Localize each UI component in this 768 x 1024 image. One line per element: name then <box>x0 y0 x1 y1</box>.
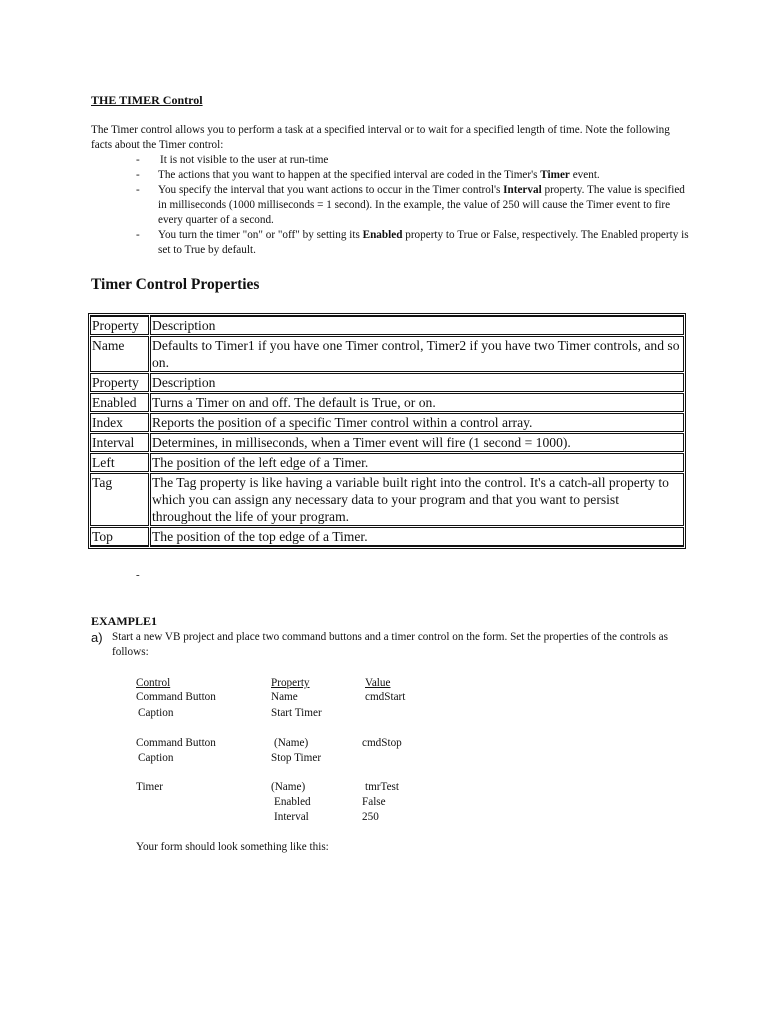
table-cell-property: Left <box>90 453 149 472</box>
settings-property: Stop Timer <box>271 752 322 764</box>
table-cell-property: Tag <box>90 473 149 526</box>
settings-value: False <box>362 796 386 808</box>
settings-control: Command Button <box>136 737 216 749</box>
table-row <box>90 413 684 432</box>
bullet-text: property. The value is specified in milliseconds (1000 milliseconds = 1 second). In the example, the value of 250 will cause the Timer event to fire every quarter of a second. <box>158 184 685 226</box>
bullet-text: You turn the timer "on" or "off" by setting its <box>158 229 363 241</box>
bullet-dash: - <box>136 184 140 196</box>
table-cell-description: The position of the left edge of a Timer. <box>150 453 684 472</box>
section-title: THE TIMER Control <box>91 93 203 107</box>
table-cell-description: Defaults to Timer1 if you have one Timer control, Timer2 if you have two Timer controls, and so on. <box>150 336 684 372</box>
settings-header-value: Value <box>365 677 391 689</box>
settings-value: 250 <box>362 811 379 823</box>
table-cell-property: Enabled <box>90 393 149 412</box>
table-cell-property: Name <box>90 336 149 372</box>
table-row <box>90 473 684 526</box>
table-cell-description: Determines, in milliseconds, when a Timer event will fire (1 second = 1000). <box>150 433 684 452</box>
bullet-text: It is not visible to the user at run-time <box>160 154 329 166</box>
settings-value: cmdStart <box>365 691 406 703</box>
table-row <box>90 527 684 547</box>
bullet-dash: - <box>136 154 140 166</box>
properties-heading: Timer Control Properties <box>91 276 260 293</box>
table-cell-description: The Tag property is like having a variable built right into the control. It's a catch-all property to which you can assign any necessary data to your program and that you want to persist throughout the life of your program. <box>150 473 684 526</box>
table-cell-property: Property <box>90 315 149 335</box>
bullet-bold-term: Interval <box>503 184 542 196</box>
table-row <box>90 373 684 392</box>
settings-control: Timer <box>136 781 163 793</box>
bullet-bold-term: Timer <box>540 169 570 181</box>
settings-value: cmdStop <box>362 737 402 749</box>
settings-property: Start Timer <box>271 707 322 719</box>
table-row <box>90 453 684 472</box>
bullet-bold-term: Enabled <box>362 229 403 241</box>
settings-header-property: Property <box>271 677 310 689</box>
table-cell-description: Turns a Timer on and off. The default is True, or on. <box>150 393 684 412</box>
step-marker: a) <box>91 630 103 645</box>
bullet-text: You specify the interval that you want actions to occur in the Timer control's <box>158 184 504 196</box>
list-item <box>91 153 691 168</box>
settings-property: (Name) <box>274 737 309 749</box>
settings-header-control: Control <box>136 677 171 689</box>
table-cell-description: The position of the top edge of a Timer. <box>150 527 684 547</box>
bullet-text: event. <box>569 169 600 181</box>
settings-control: Caption <box>138 752 174 764</box>
table-cell-property: Property <box>90 373 149 392</box>
example-step <box>91 630 691 660</box>
settings-property: Enabled <box>274 796 311 808</box>
intro-paragraph: The Timer control allows you to perform a task at a specified interval or to wait for a specified length of time. Note the following facts about the Timer control: <box>91 124 670 151</box>
properties-table <box>88 313 686 549</box>
step-text: Start a new VB project and place two command buttons and a timer control on the form. Set the properties of the controls as follows: <box>112 631 668 658</box>
list-item <box>91 168 691 183</box>
bullet-dash: - <box>136 229 140 241</box>
table-cell-description: Description <box>150 315 684 335</box>
settings-property: Name <box>271 691 298 703</box>
table-row <box>90 336 684 372</box>
settings-control: Command Button <box>136 691 216 703</box>
list-item <box>91 228 691 258</box>
facts-list <box>91 153 691 258</box>
table-row <box>90 393 684 412</box>
example-title: EXAMPLE1 <box>91 614 157 628</box>
list-item <box>91 183 691 228</box>
table-cell-description: Reports the position of a specific Timer control within a control array. <box>150 413 684 432</box>
table-row <box>90 433 684 452</box>
settings-value: tmrTest <box>365 781 400 793</box>
table-cell-property: Interval <box>90 433 149 452</box>
settings-control: Caption <box>138 707 174 719</box>
stray-dash: - <box>136 569 140 581</box>
settings-property: (Name) <box>271 781 306 793</box>
bullet-text: property to True or False, respectively. The Enabled property is set to True by default. <box>158 229 689 256</box>
closing-text: Your form should look something like this: <box>136 841 329 853</box>
table-cell-property: Index <box>90 413 149 432</box>
bullet-text: The actions that you want to happen at the specified interval are coded in the Timer's <box>158 169 541 181</box>
table-cell-description: Description <box>150 373 684 392</box>
bullet-dash: - <box>136 169 140 181</box>
table-row <box>90 315 684 335</box>
table-cell-property: Top <box>90 527 149 547</box>
settings-property: Interval <box>274 811 309 823</box>
